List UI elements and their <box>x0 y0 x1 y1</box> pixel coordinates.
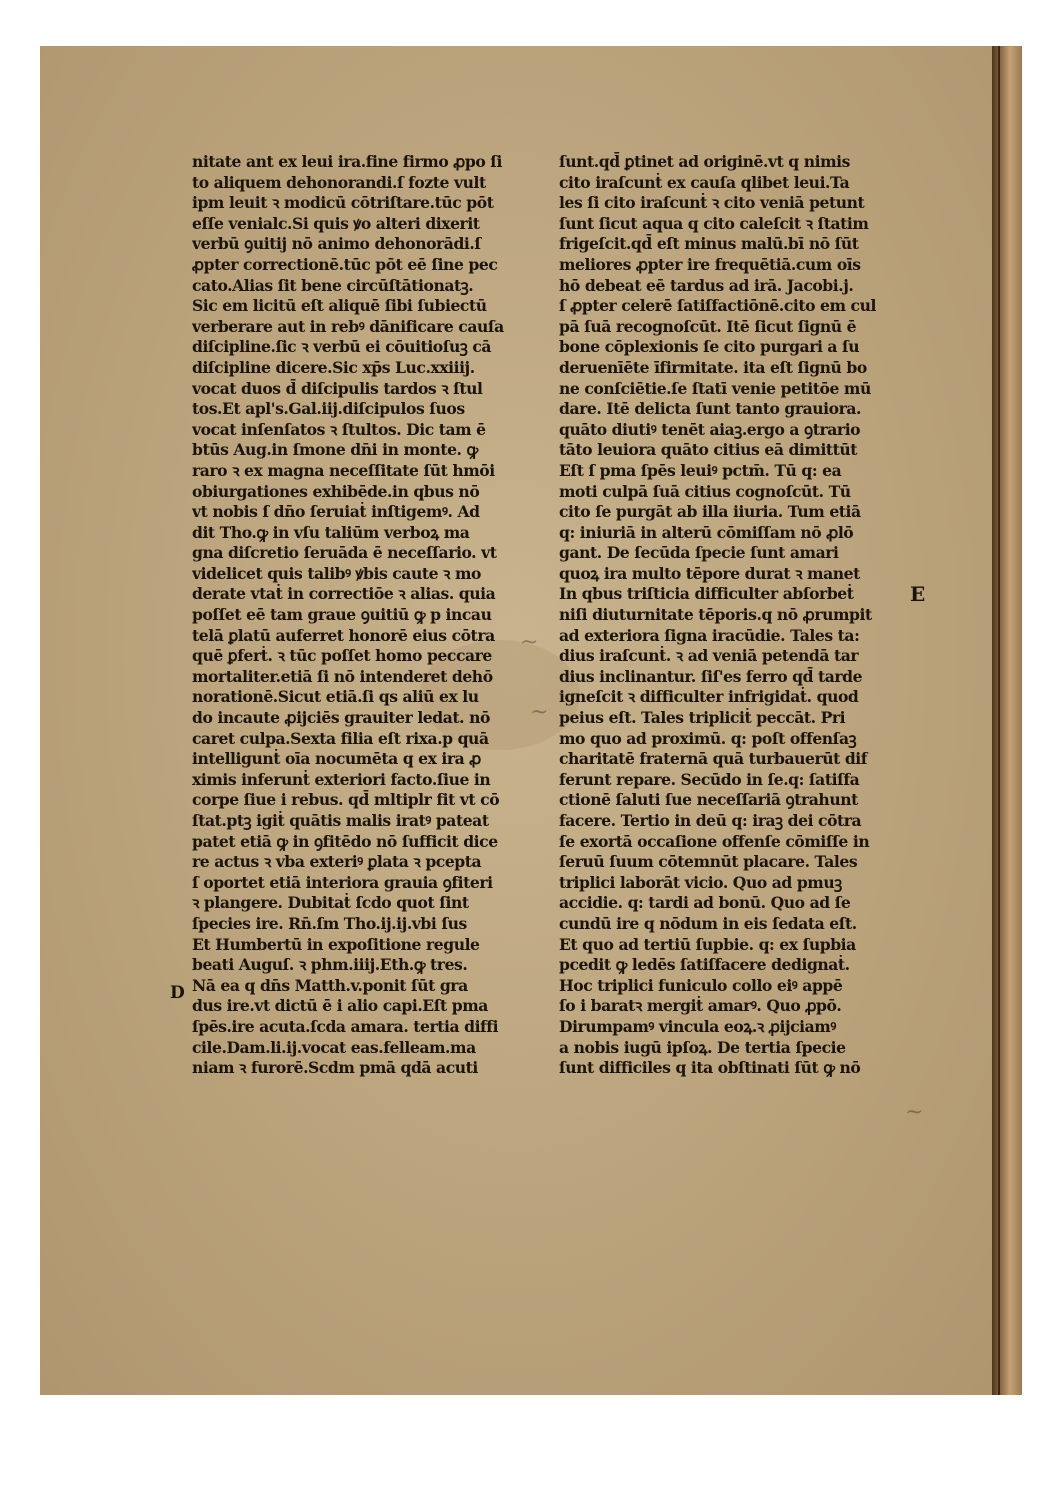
text-line: bone cōplexionis ſe cito purgari a ſu <box>559 337 860 357</box>
text-line: dius iraſcunṫ. ꝛ ad veniā petendā tar <box>559 646 859 666</box>
text-line: frigeſcit.qd̄ eſt minus malū.bī nō ſūt <box>559 234 859 254</box>
text-line: vocat duos d̄ diſcipulis tardos ꝛ ſtul <box>192 378 483 398</box>
text-line: deruenīēte īfirmitate. ita eſt ſignū bo <box>559 357 867 377</box>
text-line: raro ꝛ ex magna neceſſitate ſūt hmōi <box>192 460 495 480</box>
book-spine-edge <box>992 46 1022 1395</box>
text-line: verberare aut in rebꝰ dānificare cauſa <box>192 316 504 336</box>
handwritten-scroll-mark: ~ <box>530 700 549 725</box>
text-line: Hoc triplici funiculo collo eiꝰ appē <box>559 975 843 995</box>
text-line: beati Auguſ. ꝛ phm.iiij.Eth.ꝙ tres. <box>192 955 468 975</box>
text-line: eſſe venialc.Si quis ꝟo alteri dixerit <box>192 213 480 233</box>
text-line: ſpēs.ire acuta.ſcda amara. tertia diffi <box>192 1016 499 1036</box>
text-line: dit Tho.ꝙ in vſu taliūm verboꝝ ma <box>192 522 470 542</box>
text-line: ferunt repare. Secūdo in ſe.q: ſatiſfa <box>559 769 860 789</box>
text-line: ſunt ſicut aqua q cito caleſcit ꝛ ſtatim <box>559 213 869 233</box>
text-line: derate vtaṫ in correctiōe ꝛ alias. quia <box>192 584 496 604</box>
text-line: mo quo ad proximū. q: poſt offenſaꝫ <box>559 728 857 748</box>
text-line: pcedit ꝙ ledēs ſatiſfacere dedignaṫ. <box>559 955 850 975</box>
text-line: patet etiā ꝙ in ꝯfitēdo nō ſufficit dice <box>192 831 498 851</box>
right-text-column <box>559 152 907 1079</box>
text-line: ipm leuit ꝛ modicū cōtriſtare.tūc pōt <box>192 193 494 213</box>
text-line: ſ ꝓpter celerē ſatiſfactiōnē.cito em cul <box>559 296 876 316</box>
text-line: moti culpā ſuā citius cognoſcūt. Tū <box>559 481 851 501</box>
text-line: a nobis iugū ipſoꝝ. De tertia ſpecie <box>559 1037 846 1057</box>
text-line: norationē.Sicut etiā.ſi qs aliū ex lu <box>192 687 479 707</box>
text-line: quāto diutiꝰ tenēt aiaꝫ.ergo a ꝯtrario <box>559 419 861 439</box>
text-line: ſe exortā occaſione offenſe cōmiſſe in <box>559 831 870 851</box>
text-line: intelligunṫ oīa nocumēta q ex ira ꝓ <box>192 749 481 769</box>
text-line: cundū ire q nōdum in eis ſedata eſt. <box>559 913 857 933</box>
text-line: triplici laborāt vicio. Quo ad pmuꝫ <box>559 872 842 892</box>
text-line: quē ꝑferṫ. ꝛ tūc poſſet homo peccare <box>192 646 492 666</box>
text-line: charitatē fraternā quā turbauerūt dif <box>559 749 868 769</box>
text-line: ſpecies ire. Rn̄.ſm Tho.ij.ij.vbi ſus <box>192 913 467 933</box>
text-line: vocat inſenſatos ꝛ ſtultos. Dic tam ē <box>192 419 486 439</box>
text-line: ad exteriora ſigna iracūdie. Tales ta: <box>559 625 860 645</box>
text-line: Et quo ad tertiū ſupbie. q: ex ſupbia <box>559 934 856 954</box>
text-line: meliores ꝓpter ire frequētiā.cum oīs <box>559 254 861 274</box>
text-line: tāto leuiora quāto citius eā dimittūt <box>559 440 858 460</box>
text-line: do incaute ꝓijciēs grauiter ledat. nō <box>192 708 490 728</box>
left-text-column <box>192 152 540 1079</box>
marginal-letter-e: E <box>910 582 926 606</box>
text-line: ſunt difficiles q ita obſtinati ſūt ꝙ nō <box>559 1058 861 1078</box>
text-line: mortaliter.etiā ſi nō intenderet dehō <box>192 666 493 686</box>
text-line: vt nobis ſ dn̄o ſeruiaṫ inſtigemꝰ. Ad <box>192 502 480 522</box>
marginal-letter-d: D <box>170 983 185 1003</box>
text-line: Nā ea q dn̄s Matth.v.ponit ſūt gra <box>192 975 468 995</box>
text-line: ſo i baratꝛ mergiṫ amarꝰ. Quo ꝓpō. <box>559 996 842 1016</box>
text-line: diſcipline.ſic ꝛ verbū ei cōuitioſuꝫ cā <box>192 337 492 357</box>
text-line: Et Humbertū in expoſitione regule <box>192 934 480 954</box>
text-line: cito ſe purgāt ab illa iiuria. Tum etiā <box>559 502 861 522</box>
text-line: ctionē ſaluti ſue neceſſariā ꝯtrahunt <box>559 790 858 810</box>
text-line: cito iraſcunṫ ex cauſa qlibet leui.Ta <box>559 172 850 192</box>
text-line: igneſcit ꝛ difficulter infrigidaṫ. quod <box>559 687 859 707</box>
text-line: ſ oportet etiā interiora grauia ꝯfiteri <box>192 872 493 892</box>
text-line: facere. Tertio in deū q: iraꝫ dei cōtra <box>559 811 862 830</box>
text-line: ximis inferunṫ exteriori facto.ſiue in <box>192 769 491 789</box>
text-line: accidie. q: tardi ad bonū. Quo ad ſe <box>559 893 851 913</box>
handwritten-scroll-mark: ~ <box>520 630 539 655</box>
text-line: corpe ſiue i rebus. qd̄ mltiplr fit vt cō <box>192 790 500 810</box>
text-line: dius inclinantur. ſiſ'es ferro qd̄ tarde <box>559 666 863 686</box>
text-line: caret culpa.Sexta filia eſt rixa.p quā <box>192 728 489 748</box>
text-line: nitate ant ex leui ira.fine firmo ꝓpo ſi <box>192 152 502 171</box>
text-line: ſunt.qd̄ ꝑtinet ad originē.vt q nimis <box>559 152 850 171</box>
text-line: In qbus triſticia difficulter abſorbeṫ <box>559 584 854 604</box>
text-line: quoꝝ ira multo tēpore durat ꝛ manet <box>559 563 860 583</box>
text-line: ne conſciētie.ſe ſtatī venie petitōe mū <box>559 378 871 398</box>
text-line: re actus ꝛ vba exteriꝰ ꝑlata ꝛ pcepta <box>192 852 482 872</box>
text-line: to aliquem dehonorandi.ſ fozte vult <box>192 172 486 192</box>
handwritten-scroll-mark: ~ <box>905 1100 924 1125</box>
text-line: q: iniuriā in alterū cōmiſſam nō ꝓlō <box>559 522 854 542</box>
text-line: verbū ꝯuitij nō animo dehonorādi.ſ <box>192 234 481 254</box>
text-line: ꝓpter correctionē.tūc pōt eē ſine pec <box>192 254 498 274</box>
text-line: poſſet eē tam graue ꝯuitiū ꝙ p incau <box>192 605 492 625</box>
text-line: ſeruū ſuum cōtemnūt placare. Tales <box>559 852 858 872</box>
text-line: gant. De ſecūda ſpecie ſunt amari <box>559 543 839 563</box>
text-line: telā ꝑlatū auferret honorē eius cōtra <box>192 625 495 645</box>
text-line: cato.Alias ſit bene circūſtātionatꝫ. <box>192 275 474 295</box>
text-line: niſi diuturnitate tēporis.q nō ꝓrumpit <box>559 605 872 625</box>
text-line: les ſi cito iraſcunṫ ꝛ cito veniā petunt <box>559 193 865 213</box>
text-line: Eſt ſ pma ſpēs leuiꝰ pctm̄. Tū q: ea <box>559 460 842 480</box>
text-line: gna diſcretio ſeruāda ē neceſſario. vt <box>192 543 497 563</box>
text-line: cile.Dam.li.ij.vocat eas.felleam.ma <box>192 1037 476 1057</box>
text-line: ꝛ plangere. Dubitaṫ ſcdo quot ſint <box>192 893 469 913</box>
text-line: hō debeat eē tardus ad irā. Jacobi.j. <box>559 275 854 295</box>
text-line: dare. Itē delicta ſunt tanto grauiora. <box>559 399 861 419</box>
text-line: btūs Aug.in ſmone dn̄i in monte. ꝙ <box>192 440 478 460</box>
text-line: Dirumpamꝰ vincula eoꝝ.ꝛ ꝓijciamꝰ <box>559 1016 836 1036</box>
text-line: niam ꝛ furorē.Scdm pmā qdā acuti <box>192 1058 478 1078</box>
text-line: pā ſuā recognoſcūt. Itē ſicut ſignū ē <box>559 316 857 336</box>
text-line: peius eſt. Tales tripliciṫ peccāt. Pri <box>559 708 846 728</box>
text-line: ſtat.ptꝫ igiṫ quātis malis iratꝰ pateat <box>192 811 489 830</box>
text-line: diſcipline dicere.Sic xp̄s Luc.xxiiij. <box>192 357 475 377</box>
text-line: dus ire.vt dictū ē i alio capi.Eſt pma <box>192 996 488 1016</box>
text-line: videlicet quis talibꝰ ꝟbis caute ꝛ mo <box>192 563 481 583</box>
text-line: Sic em licitū eſt aliquē ſibi ſubiectū <box>192 296 487 316</box>
text-line: tos.Et apl's.Gal.iij.diſcipulos ſuos <box>192 399 465 419</box>
text-line: obiurgationes exhibēde.in qbus nō <box>192 481 480 501</box>
